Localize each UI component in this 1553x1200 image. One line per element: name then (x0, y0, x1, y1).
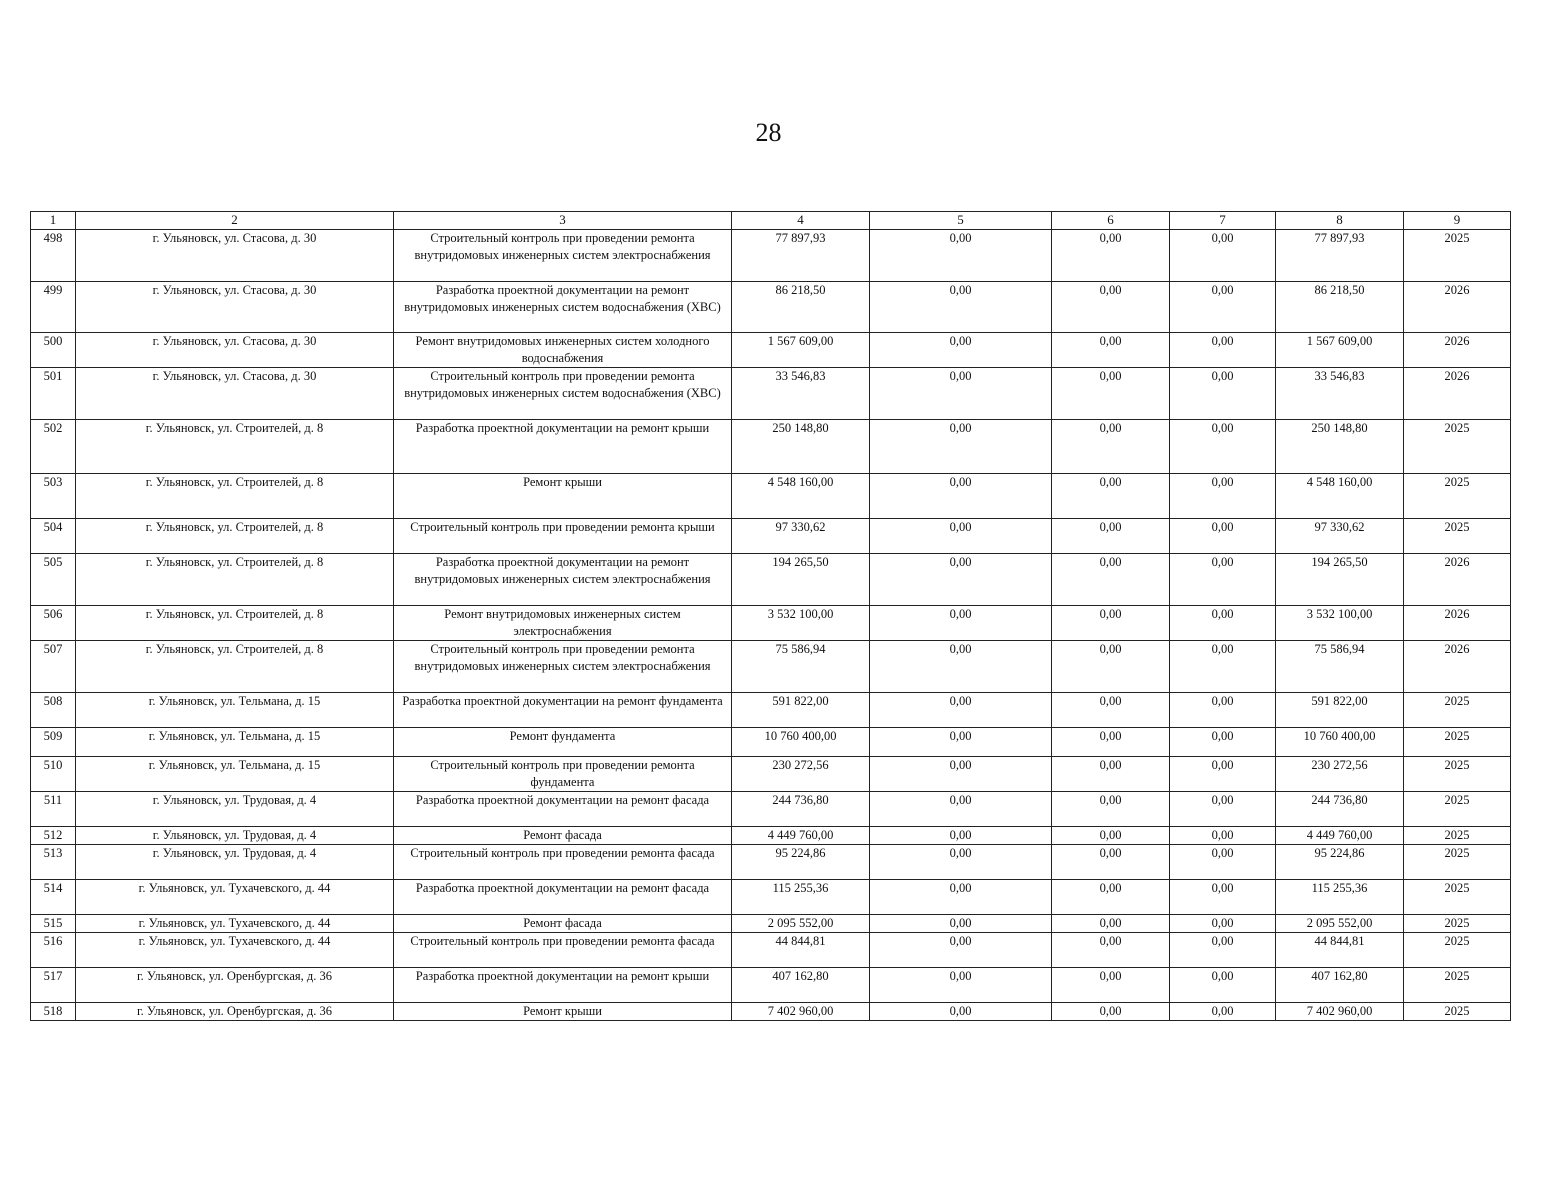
row-number: 511 (31, 792, 76, 827)
cost-total-cell: 77 897,93 (732, 230, 870, 282)
table-row (31, 333, 1511, 368)
col6-cell: 0,00 (1052, 915, 1170, 933)
work-cell: Ремонт фасада (394, 827, 732, 845)
col6-cell: 0,00 (1052, 792, 1170, 827)
table-row (31, 933, 1511, 968)
table-row (31, 968, 1511, 1003)
col7-cell: 0,00 (1170, 333, 1276, 368)
col5-cell: 0,00 (870, 792, 1052, 827)
col6-cell: 0,00 (1052, 333, 1170, 368)
col5-cell: 0,00 (870, 519, 1052, 554)
cost-fund-cell: 244 736,80 (1276, 792, 1404, 827)
col7-cell: 0,00 (1170, 420, 1276, 474)
address-cell: г. Ульяновск, ул. Строителей, д. 8 (76, 606, 394, 641)
work-cell: Строительный контроль при проведении ремонта внутридомовых инженерных систем электроснабжения (394, 230, 732, 282)
address-cell: г. Ульяновск, ул. Оренбургская, д. 36 (76, 1003, 394, 1021)
col6-cell: 0,00 (1052, 230, 1170, 282)
works-table (30, 211, 1511, 1021)
work-cell: Ремонт крыши (394, 1003, 732, 1021)
col5-cell: 0,00 (870, 880, 1052, 915)
cost-fund-cell: 97 330,62 (1276, 519, 1404, 554)
col7-cell: 0,00 (1170, 554, 1276, 606)
address-cell: г. Ульяновск, ул. Стасова, д. 30 (76, 333, 394, 368)
cost-total-cell: 95 224,86 (732, 845, 870, 880)
cost-total-cell: 4 548 160,00 (732, 474, 870, 519)
year-cell: 2026 (1404, 368, 1511, 420)
table-row (31, 1003, 1511, 1021)
address-cell: г. Ульяновск, ул. Тельмана, д. 15 (76, 728, 394, 757)
row-number: 505 (31, 554, 76, 606)
table-row (31, 420, 1511, 474)
column-header: 8 (1276, 212, 1404, 230)
work-cell: Строительный контроль при проведении ремонта внутридомовых инженерных систем водоснабжения (ХВС) (394, 368, 732, 420)
col6-cell: 0,00 (1052, 845, 1170, 880)
col5-cell: 0,00 (870, 915, 1052, 933)
work-cell: Разработка проектной документации на ремонт внутридомовых инженерных систем электроснабжения (394, 554, 732, 606)
column-header: 2 (76, 212, 394, 230)
work-cell: Ремонт внутридомовых инженерных систем холодного водоснабжения (394, 333, 732, 368)
table-row (31, 519, 1511, 554)
row-number: 516 (31, 933, 76, 968)
table-row (31, 282, 1511, 333)
row-number: 502 (31, 420, 76, 474)
year-cell: 2026 (1404, 333, 1511, 368)
row-number: 510 (31, 757, 76, 792)
row-number: 499 (31, 282, 76, 333)
year-cell: 2026 (1404, 282, 1511, 333)
year-cell: 2025 (1404, 1003, 1511, 1021)
col6-cell: 0,00 (1052, 368, 1170, 420)
col5-cell: 0,00 (870, 728, 1052, 757)
cost-total-cell: 1 567 609,00 (732, 333, 870, 368)
address-cell: г. Ульяновск, ул. Стасова, д. 30 (76, 282, 394, 333)
col7-cell: 0,00 (1170, 230, 1276, 282)
row-number: 517 (31, 968, 76, 1003)
cost-total-cell: 4 449 760,00 (732, 827, 870, 845)
work-cell: Строительный контроль при проведении ремонта внутридомовых инженерных систем электроснабжения (394, 641, 732, 693)
year-cell: 2025 (1404, 693, 1511, 728)
year-cell: 2025 (1404, 728, 1511, 757)
address-cell: г. Ульяновск, ул. Трудовая, д. 4 (76, 827, 394, 845)
row-number: 498 (31, 230, 76, 282)
row-number: 512 (31, 827, 76, 845)
row-number: 515 (31, 915, 76, 933)
cost-total-cell: 7 402 960,00 (732, 1003, 870, 1021)
page-number: 28 (755, 118, 782, 147)
column-header: 7 (1170, 212, 1276, 230)
row-number: 503 (31, 474, 76, 519)
column-header: 1 (31, 212, 76, 230)
address-cell: г. Ульяновск, ул. Строителей, д. 8 (76, 474, 394, 519)
row-number: 509 (31, 728, 76, 757)
cost-fund-cell: 115 255,36 (1276, 880, 1404, 915)
col5-cell: 0,00 (870, 368, 1052, 420)
address-cell: г. Ульяновск, ул. Оренбургская, д. 36 (76, 968, 394, 1003)
column-header: 3 (394, 212, 732, 230)
col6-cell: 0,00 (1052, 282, 1170, 333)
col5-cell: 0,00 (870, 230, 1052, 282)
year-cell: 2025 (1404, 915, 1511, 933)
row-number: 501 (31, 368, 76, 420)
col7-cell: 0,00 (1170, 641, 1276, 693)
col6-cell: 0,00 (1052, 693, 1170, 728)
cost-fund-cell: 2 095 552,00 (1276, 915, 1404, 933)
year-cell: 2025 (1404, 792, 1511, 827)
row-number: 504 (31, 519, 76, 554)
year-cell: 2025 (1404, 968, 1511, 1003)
work-cell: Ремонт фундамента (394, 728, 732, 757)
address-cell: г. Ульяновск, ул. Трудовая, д. 4 (76, 792, 394, 827)
cost-fund-cell: 3 532 100,00 (1276, 606, 1404, 641)
table-row (31, 845, 1511, 880)
cost-total-cell: 44 844,81 (732, 933, 870, 968)
col6-cell: 0,00 (1052, 880, 1170, 915)
col7-cell: 0,00 (1170, 827, 1276, 845)
work-cell: Строительный контроль при проведении ремонта фундамента (394, 757, 732, 792)
table-row (31, 230, 1511, 282)
col5-cell: 0,00 (870, 333, 1052, 368)
work-cell: Ремонт крыши (394, 474, 732, 519)
table-row (31, 368, 1511, 420)
col7-cell: 0,00 (1170, 693, 1276, 728)
col7-cell: 0,00 (1170, 968, 1276, 1003)
row-number: 500 (31, 333, 76, 368)
work-cell: Разработка проектной документации на ремонт крыши (394, 420, 732, 474)
col7-cell: 0,00 (1170, 282, 1276, 333)
cost-fund-cell: 4 449 760,00 (1276, 827, 1404, 845)
table-row (31, 606, 1511, 641)
col7-cell: 0,00 (1170, 933, 1276, 968)
col7-cell: 0,00 (1170, 606, 1276, 641)
address-cell: г. Ульяновск, ул. Строителей, д. 8 (76, 641, 394, 693)
cost-total-cell: 97 330,62 (732, 519, 870, 554)
address-cell: г. Ульяновск, ул. Тухачевского, д. 44 (76, 933, 394, 968)
address-cell: г. Ульяновск, ул. Тельмана, д. 15 (76, 693, 394, 728)
table-row (31, 641, 1511, 693)
work-cell: Разработка проектной документации на ремонт внутридомовых инженерных систем водоснабжения (ХВС) (394, 282, 732, 333)
col7-cell: 0,00 (1170, 757, 1276, 792)
work-cell: Ремонт фасада (394, 915, 732, 933)
col7-cell: 0,00 (1170, 368, 1276, 420)
year-cell: 2025 (1404, 827, 1511, 845)
address-cell: г. Ульяновск, ул. Тельмана, д. 15 (76, 757, 394, 792)
table-row (31, 792, 1511, 827)
col5-cell: 0,00 (870, 474, 1052, 519)
address-cell: г. Ульяновск, ул. Тухачевского, д. 44 (76, 915, 394, 933)
address-cell: г. Ульяновск, ул. Стасова, д. 30 (76, 230, 394, 282)
col5-cell: 0,00 (870, 968, 1052, 1003)
col6-cell: 0,00 (1052, 968, 1170, 1003)
year-cell: 2025 (1404, 757, 1511, 792)
cost-fund-cell: 250 148,80 (1276, 420, 1404, 474)
col6-cell: 0,00 (1052, 757, 1170, 792)
year-cell: 2026 (1404, 554, 1511, 606)
cost-total-cell: 86 218,50 (732, 282, 870, 333)
row-number: 508 (31, 693, 76, 728)
cost-total-cell: 2 095 552,00 (732, 915, 870, 933)
column-header: 4 (732, 212, 870, 230)
cost-total-cell: 33 546,83 (732, 368, 870, 420)
header-row (31, 212, 1511, 230)
table-row (31, 827, 1511, 845)
row-number: 506 (31, 606, 76, 641)
col6-cell: 0,00 (1052, 728, 1170, 757)
cost-total-cell: 230 272,56 (732, 757, 870, 792)
col7-cell: 0,00 (1170, 880, 1276, 915)
work-cell: Ремонт внутридомовых инженерных систем электроснабжения (394, 606, 732, 641)
col6-cell: 0,00 (1052, 827, 1170, 845)
year-cell: 2026 (1404, 641, 1511, 693)
work-cell: Разработка проектной документации на ремонт фасада (394, 792, 732, 827)
col7-cell: 0,00 (1170, 474, 1276, 519)
row-number: 507 (31, 641, 76, 693)
cost-total-cell: 250 148,80 (732, 420, 870, 474)
table-row (31, 880, 1511, 915)
column-header: 6 (1052, 212, 1170, 230)
col5-cell: 0,00 (870, 757, 1052, 792)
column-header: 5 (870, 212, 1052, 230)
cost-total-cell: 407 162,80 (732, 968, 870, 1003)
col6-cell: 0,00 (1052, 606, 1170, 641)
address-cell: г. Ульяновск, ул. Строителей, д. 8 (76, 519, 394, 554)
row-number: 514 (31, 880, 76, 915)
col6-cell: 0,00 (1052, 420, 1170, 474)
work-cell: Разработка проектной документации на ремонт крыши (394, 968, 732, 1003)
year-cell: 2025 (1404, 474, 1511, 519)
col5-cell: 0,00 (870, 933, 1052, 968)
col5-cell: 0,00 (870, 554, 1052, 606)
col7-cell: 0,00 (1170, 792, 1276, 827)
cost-total-cell: 244 736,80 (732, 792, 870, 827)
col5-cell: 0,00 (870, 827, 1052, 845)
table-row (31, 757, 1511, 792)
cost-total-cell: 3 532 100,00 (732, 606, 870, 641)
col6-cell: 0,00 (1052, 554, 1170, 606)
table-row (31, 915, 1511, 933)
table-row (31, 554, 1511, 606)
cost-fund-cell: 407 162,80 (1276, 968, 1404, 1003)
col6-cell: 0,00 (1052, 474, 1170, 519)
cost-fund-cell: 194 265,50 (1276, 554, 1404, 606)
col6-cell: 0,00 (1052, 933, 1170, 968)
col7-cell: 0,00 (1170, 915, 1276, 933)
col5-cell: 0,00 (870, 606, 1052, 641)
cost-fund-cell: 75 586,94 (1276, 641, 1404, 693)
year-cell: 2025 (1404, 845, 1511, 880)
cost-total-cell: 75 586,94 (732, 641, 870, 693)
cost-fund-cell: 10 760 400,00 (1276, 728, 1404, 757)
cost-total-cell: 115 255,36 (732, 880, 870, 915)
cost-fund-cell: 1 567 609,00 (1276, 333, 1404, 368)
cost-total-cell: 10 760 400,00 (732, 728, 870, 757)
work-cell: Разработка проектной документации на ремонт фасада (394, 880, 732, 915)
cost-fund-cell: 591 822,00 (1276, 693, 1404, 728)
cost-total-cell: 591 822,00 (732, 693, 870, 728)
col7-cell: 0,00 (1170, 519, 1276, 554)
year-cell: 2026 (1404, 606, 1511, 641)
year-cell: 2025 (1404, 420, 1511, 474)
address-cell: г. Ульяновск, ул. Строителей, д. 8 (76, 420, 394, 474)
work-cell: Разработка проектной документации на ремонт фундамента (394, 693, 732, 728)
table-row (31, 728, 1511, 757)
address-cell: г. Ульяновск, ул. Трудовая, д. 4 (76, 845, 394, 880)
col7-cell: 0,00 (1170, 845, 1276, 880)
work-cell: Строительный контроль при проведении ремонта крыши (394, 519, 732, 554)
cost-fund-cell: 230 272,56 (1276, 757, 1404, 792)
col6-cell: 0,00 (1052, 641, 1170, 693)
col5-cell: 0,00 (870, 1003, 1052, 1021)
cost-fund-cell: 44 844,81 (1276, 933, 1404, 968)
col5-cell: 0,00 (870, 845, 1052, 880)
row-number: 513 (31, 845, 76, 880)
table-row (31, 474, 1511, 519)
cost-fund-cell: 86 218,50 (1276, 282, 1404, 333)
col7-cell: 0,00 (1170, 728, 1276, 757)
table-body (31, 230, 1511, 1021)
col7-cell: 0,00 (1170, 1003, 1276, 1021)
col5-cell: 0,00 (870, 641, 1052, 693)
column-header: 9 (1404, 212, 1511, 230)
col5-cell: 0,00 (870, 420, 1052, 474)
col5-cell: 0,00 (870, 693, 1052, 728)
year-cell: 2025 (1404, 880, 1511, 915)
cost-total-cell: 194 265,50 (732, 554, 870, 606)
address-cell: г. Ульяновск, ул. Стасова, д. 30 (76, 368, 394, 420)
table-row (31, 693, 1511, 728)
col6-cell: 0,00 (1052, 1003, 1170, 1021)
cost-fund-cell: 95 224,86 (1276, 845, 1404, 880)
address-cell: г. Ульяновск, ул. Строителей, д. 8 (76, 554, 394, 606)
cost-fund-cell: 4 548 160,00 (1276, 474, 1404, 519)
cost-fund-cell: 33 546,83 (1276, 368, 1404, 420)
year-cell: 2025 (1404, 519, 1511, 554)
work-cell: Строительный контроль при проведении ремонта фасада (394, 933, 732, 968)
address-cell: г. Ульяновск, ул. Тухачевского, д. 44 (76, 880, 394, 915)
col6-cell: 0,00 (1052, 519, 1170, 554)
col5-cell: 0,00 (870, 282, 1052, 333)
work-cell: Строительный контроль при проведении ремонта фасада (394, 845, 732, 880)
row-number: 518 (31, 1003, 76, 1021)
cost-fund-cell: 77 897,93 (1276, 230, 1404, 282)
cost-fund-cell: 7 402 960,00 (1276, 1003, 1404, 1021)
year-cell: 2025 (1404, 933, 1511, 968)
year-cell: 2025 (1404, 230, 1511, 282)
